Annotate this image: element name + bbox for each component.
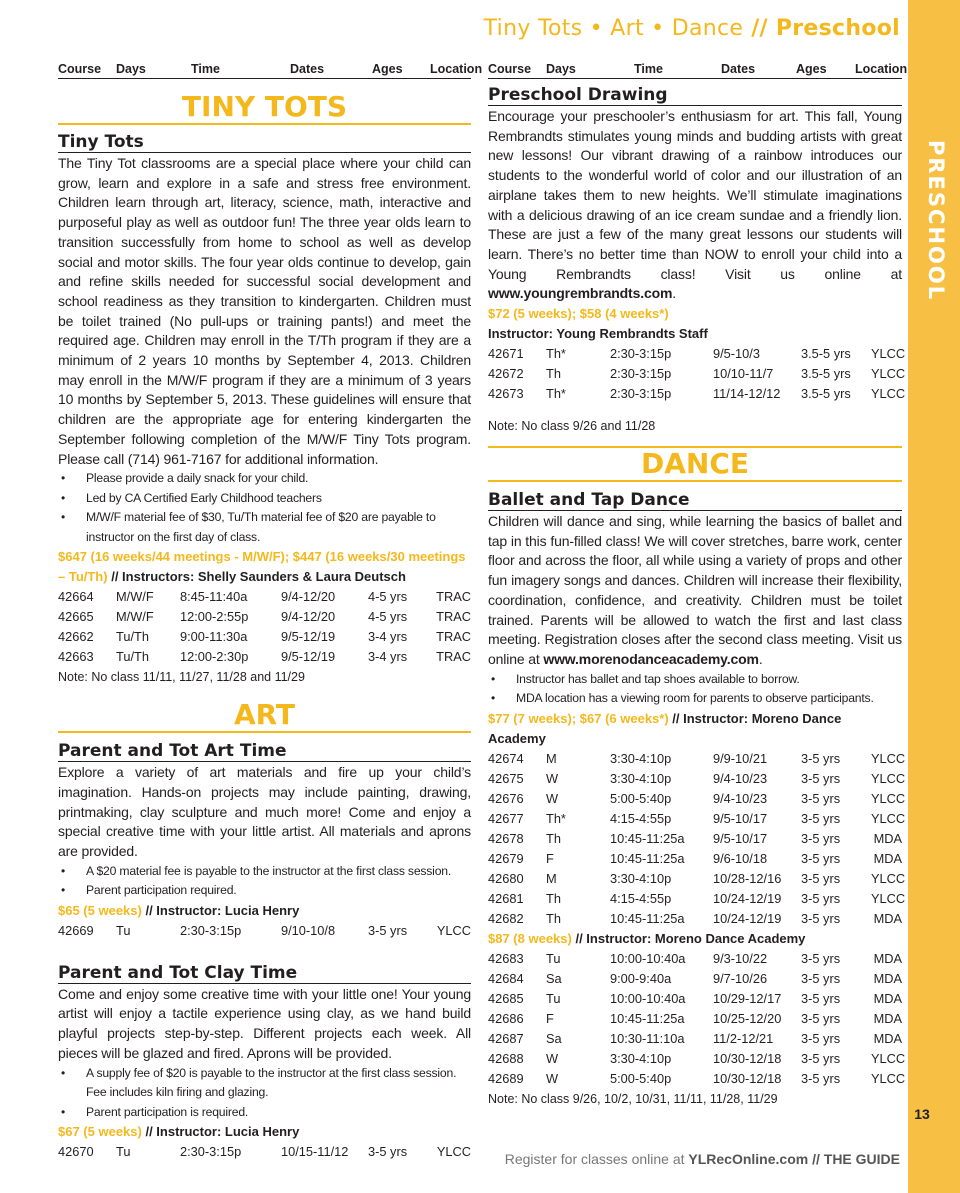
cell-dates: 9/4-10/23 [713,770,768,786]
cell-location: MDA [873,850,902,866]
cell-course-code: 42676 [488,790,524,806]
cell-course-code: 42679 [488,850,524,866]
course-description [488,512,902,670]
cell-days: M/W/F [116,589,154,605]
table-row [488,889,906,909]
cell-dates: 10/24-12/19 [713,890,782,906]
cell-location: TRAC [436,609,471,625]
cell-dates: 10/30-12/18 [713,1050,782,1066]
cell-ages: 3-4 yrs [368,629,408,645]
cell-location: MDA [873,910,902,926]
course-description [488,107,902,304]
cell-location: MDA [873,990,902,1006]
cell-time: 5:00-5:40p [610,1070,672,1086]
cell-time: 12:00-2:55p [180,609,249,625]
footer-sep: // [808,1151,824,1167]
bullet-item: • Led by CA Certified Early Childhood teachers [58,489,471,509]
cell-time: 9:00-11:30a [180,629,248,645]
cell-days: F [546,850,554,866]
course-title-art-time: Parent and Tot Art Time [58,741,471,762]
page-number: 13 [914,1106,930,1122]
page-header-title [484,16,900,41]
cell-dates: 10/28-12/16 [713,870,782,886]
table-row [488,829,902,849]
cell-time: 5:00-5:40p [610,790,672,806]
bullet-item: • A supply fee of $20 is payable to the instructor at the first class session. Fee includes kiln firing and glazing. [58,1064,471,1103]
table-row [488,344,906,364]
cell-location: YLCC [871,346,906,362]
bullet-list [58,1064,471,1123]
bullet-item: • Parent participation required. [58,881,471,901]
cell-time: 10:00-10:40a [610,990,686,1006]
cell-time: 10:45-11:25a [610,910,685,926]
table-row [488,809,906,829]
cell-location: YLCC [871,890,906,906]
cell-days: Th [546,890,561,906]
price-line [58,901,471,921]
cell-time: 12:00-2:30p [180,649,249,665]
cell-ages: 3-5 yrs [801,750,841,766]
column-header-days: Days [546,62,576,76]
table-row [488,969,902,989]
cell-days: Tu/Th [116,649,149,665]
cell-ages: 3-5 yrs [368,1144,408,1160]
description-end: . [758,650,763,667]
schedule-note: Note: No class 9/26 and 11/28 [488,419,656,434]
cell-dates: 10/10-11/7 [713,366,774,382]
cell-course-code: 42689 [488,1070,524,1086]
course-description: Explore a variety of art materials and fire up your child’s imagination. Hands-on projects may include painting, drawing, printmaking, clay sculpture and much more! Come and enjoy a special creative time with your little artist. All materials and aprons are provided. [58,764,471,860]
cell-location: YLCC [871,750,906,766]
bullet-item: • Parent participation is required. [58,1103,471,1123]
section-title-tiny-tots: TINY TOTS [58,91,471,125]
price-line [58,547,471,587]
cell-time: 4:15-4:55p [610,890,672,906]
cell-course-code: 42663 [58,649,94,665]
column-header-location: Location [430,62,483,76]
cell-days: Tu/Th [116,629,149,645]
bullet-item: • A $20 material fee is payable to the instructor at the first class session. [58,862,471,882]
schedule-table [488,949,906,1089]
description-end: . [672,285,677,302]
table-row [58,647,471,667]
cell-course-code: 42684 [488,970,524,986]
column-header-row [58,60,483,79]
cell-ages: 3-5 yrs [801,1030,841,1046]
cell-dates: 9/9-10/21 [713,750,768,766]
table-row [488,869,906,889]
cell-course-code: 42680 [488,870,524,886]
column-header-course: Course [488,62,532,76]
cell-time: 10:45-11:25a [610,830,685,846]
column-header-location: Location [855,62,908,76]
column-header-dates: Dates [290,62,325,76]
cell-days: Tu [116,1144,131,1160]
cell-course-code: 42683 [488,950,524,966]
table-row [58,1142,471,1162]
cell-days: Th [546,830,561,846]
cell-days: Tu [546,950,561,966]
table-row [488,949,902,969]
bullet-list [58,469,471,547]
price-line [58,1122,471,1142]
course-title-preschool-drawing: Preschool Drawing [488,85,902,106]
cell-ages: 3-5 yrs [801,830,841,846]
price-line [488,304,902,324]
cell-days: Th* [546,386,566,402]
column-header-dates: Dates [721,62,756,76]
table-row [488,1009,902,1029]
table-row [488,384,906,404]
cell-time: 10:45-11:25a [610,1010,685,1026]
table-row [488,989,902,1009]
cell-dates: 9/5-10/17 [713,830,768,846]
cell-days: Tu [116,922,131,938]
price-text: $87 (8 weeks) [488,930,572,946]
table-row [488,364,906,384]
cell-days: W [546,790,559,806]
cell-ages: 3-5 yrs [801,1050,841,1066]
cell-course-code: 42677 [488,810,524,826]
cell-location: MDA [873,950,902,966]
cell-days: W [546,1070,559,1086]
cell-days: Th [546,366,561,382]
cell-ages: 3-5 yrs [801,1010,841,1026]
instructor-line: Instructor: Young Rembrandts Staff [488,326,708,342]
cell-location: TRAC [436,649,471,665]
header-title-sep [743,16,900,41]
table-row [488,909,902,929]
cell-dates: 9/5-10/3 [713,346,760,362]
cell-location: YLCC [436,1144,471,1160]
price-text: $65 (5 weeks) [58,902,142,918]
table-row [488,1049,906,1069]
cell-dates: 10/24-12/19 [713,910,782,926]
cell-course-code: 42662 [58,629,94,645]
cell-course-code: 42675 [488,770,524,786]
cell-time: 2:30-3:15p [610,366,672,382]
cell-ages: 3-5 yrs [801,1070,841,1086]
cell-dates: 9/7-10/26 [713,970,768,986]
price-text: $72 (5 weeks); $58 (4 weeks*) [488,306,669,322]
cell-dates: 9/5-12/19 [281,649,336,665]
cell-location: MDA [873,830,902,846]
table-row [488,1069,906,1089]
cell-days: M [546,870,557,886]
course-description: The Tiny Tot classrooms are a special place where your child can grow, learn and explore in a safe and stress free environment. Children learn through art, literacy, science, math, interactive and purposeful play as well as outdoor fun! The three year olds learn to transition successfully from home to school as well as develop social and motor skills. The four year olds continue to develop, gain and refine skills needed for successful social development and school readiness as they transition to kindergarten. Children must be toilet trained (No pull-ups or training pants!) and meet the required age. Children may enroll in the T/Th program if they are a minimum of 2 years 10 months by September 4, 2013. Children may enroll in the M/W/F program if they are a minimum of 3 years 10 months by September 5, 2013. These guidelines will ensure that children are the appropriate age for entering kindergarten the September following completion of the M/W/F Tiny Tots program. Please call (714) 961-7167 for additional information. [58,155,471,467]
cell-location: TRAC [436,629,471,645]
column-header-row [488,60,908,79]
price-text: $647 (16 weeks/44 meetings - M/W/F); $447 (16 weeks/30 meetings – Tu/Th) [58,549,466,585]
cell-location: TRAC [436,589,471,605]
instructor-text: // Instructor: Lucia Henry [141,1124,300,1140]
column-header-ages: Ages [796,62,827,76]
cell-location: YLCC [871,1050,906,1066]
cell-location: YLCC [871,770,906,786]
section-title-dance: DANCE [488,446,902,482]
cell-ages: 3-5 yrs [801,810,841,826]
cell-ages: 3.5-5 yrs [801,346,851,362]
cell-time: 10:45-11:25a [610,850,685,866]
bullet-item: • Please provide a daily snack for your child. [58,469,471,489]
cell-dates: 9/5-10/17 [713,810,768,826]
cell-ages: 3-5 yrs [801,790,841,806]
description-text: Children will dance and sing, while learning the basics of ballet and tap in this fun-filled class! We will cover stretches, barre work, center floor and across the floor, all while using a variety of props and other fun imagery songs and dances. Children will increase their flexibility, coordination, confidence, and creativity. Children must be toilet trained. Parents will be allowed to watch the first and last class meeting. Registration closes after the second class meeting. Visit us online at [488,513,902,667]
column-header-ages: Ages [372,62,403,76]
cell-time: 10:00-10:40a [610,950,686,966]
cell-course-code: 42672 [488,366,524,382]
cell-ages: 3-5 yrs [801,910,841,926]
header-title-bold: Preschool [775,16,900,41]
cell-dates: 9/10-10/8 [281,922,336,938]
cell-location: YLCC [436,922,471,938]
cell-time: 3:30-4:10p [610,750,672,766]
bullet-list [58,862,471,901]
cell-dates: 10/15-11/12 [281,1144,349,1160]
course-title-tiny-tots: Tiny Tots [58,132,471,153]
cell-location: MDA [873,1030,902,1046]
footer-site-link[interactable]: YLRecOnline.com [688,1151,809,1167]
bullet-item: • M/W/F material fee of $30, Tu/Th material fee of $20 are payable to instructor on the first day of class. [58,508,471,547]
cell-ages: 3-5 yrs [801,890,841,906]
column-header-days: Days [116,62,146,76]
instructor-text: // Instructor: Moreno Dance Academy [571,930,806,946]
description-text: Encourage your preschooler’s enthusiasm for art. This fall, Young Rembrandts stimulates young minds and budding artists with great new lessons! Our vibrant drawing of a rainbow introduces our students to the wonderful world of color and our illustration of an airplane takes them to new heights. We’ll stimulate imaginations with a delicious drawing of an ice cream sundae and a friendly lion. These are just a few of the many great lessons our students will learn. There’s no better time than NOW to enroll your child into a Young Rembrandts class! Visit us online at [488,108,902,282]
cell-course-code: 42686 [488,1010,524,1026]
cell-course-code: 42671 [488,346,524,362]
column-header-time: Time [191,62,220,76]
cell-days: Sa [546,1030,562,1046]
cell-days: F [546,1010,554,1026]
cell-time: 9:00-9:40a [610,970,672,986]
cell-ages: 4-5 yrs [368,609,408,625]
schedule-note: Note: No class 11/11, 11/27, 11/28 and 11/29 [58,670,305,685]
cell-course-code: 42685 [488,990,524,1006]
cell-location: MDA [873,1010,902,1026]
cell-dates: 9/5-12/19 [281,629,336,645]
cell-location: YLCC [871,366,906,382]
cell-course-code: 42665 [58,609,94,625]
cell-dates: 10/30-12/18 [713,1070,782,1086]
cell-ages: 3-5 yrs [801,850,841,866]
cell-time: 2:30-3:15p [610,386,672,402]
schedule-note: Note: No class 9/26, 10/2, 10/31, 11/11, 11/28, 11/29 [488,1091,778,1106]
right-column [488,60,908,1109]
cell-time: 2:30-3:15p [180,922,242,938]
cell-time: 10:30-11:10a [610,1030,685,1046]
instructor-text: // Instructors: Shelly Saunders & Laura Deutsch [107,569,406,585]
bullet-item: • MDA location has a viewing room for parents to observe participants. [488,689,902,709]
website-link[interactable]: www.morenodanceacademy.com [543,650,759,667]
instructor-text: // Instructor: Moreno Dance Academy [488,710,842,746]
schedule-table [488,749,906,929]
footer-text: Register for classes online at [504,1151,689,1167]
cell-ages: 3-5 yrs [801,770,841,786]
cell-ages: 3-5 yrs [801,970,841,986]
price-text: $77 (7 weeks); $67 (6 weeks*) [488,710,669,726]
cell-course-code: 42688 [488,1050,524,1066]
cell-dates: 9/4-12/20 [281,589,336,605]
cell-time: 3:30-4:10p [610,1050,672,1066]
table-row [58,627,471,647]
cell-location: YLCC [871,810,906,826]
cell-time: 3:30-4:10p [610,770,672,786]
cell-dates: 10/25-12/20 [713,1010,782,1026]
cell-days: M [546,750,557,766]
bullet-item: • Instructor has ballet and tap shoes available to borrow. [488,670,902,690]
cell-days: Sa [546,970,562,986]
cell-days: W [546,1050,559,1066]
cell-course-code: 42681 [488,890,524,906]
cell-time: 2:30-3:15p [180,1144,242,1160]
table-row [488,769,906,789]
schedule-table [488,344,906,404]
cell-location: YLCC [871,1070,906,1086]
price-line [488,929,902,949]
instructor-text: // Instructor: Lucia Henry [141,902,300,918]
cell-days: M/W/F [116,609,154,625]
website-link[interactable]: www.youngrembrandts.com [488,285,673,302]
side-tab-label: PRESCHOOL [924,140,948,302]
cell-ages: 3-5 yrs [368,922,408,938]
cell-time: 3:30-4:10p [610,870,672,886]
cell-course-code: 42664 [58,589,94,605]
cell-ages: 3.5-5 yrs [801,386,851,402]
header-title-main: Tiny Tots • Art • Dance [483,16,744,41]
schedule-table [58,1142,471,1162]
cell-location: YLCC [871,870,906,886]
table-row [58,607,471,627]
course-description: Come and enjoy some creative time with your little one! Your young artist will enjoy a tactile experience using clay, as we hand build playful projects step-by-step. Different projects each week. All pieces will be glazed and fired. Aprons will be provided. [58,985,471,1061]
cell-location: YLCC [871,790,906,806]
cell-dates: 11/2-12/21 [713,1030,774,1046]
section-title-art: ART [58,699,471,733]
schedule-table [58,587,471,667]
column-header-time: Time [634,62,663,76]
cell-days: Th* [546,810,566,826]
column-header-course: Course [58,62,102,76]
cell-time: 2:30-3:15p [610,346,672,362]
left-column [58,60,483,1162]
table-row [488,849,902,869]
table-row [58,587,471,607]
cell-dates: 9/6-10/18 [713,850,768,866]
footer-guide: THE GUIDE [823,1151,900,1167]
cell-course-code: 42673 [488,386,524,402]
cell-course-code: 42682 [488,910,524,926]
cell-ages: 3-5 yrs [801,950,841,966]
page-footer [505,1151,900,1167]
cell-dates: 9/4-10/23 [713,790,768,806]
cell-course-code: 42670 [58,1144,94,1160]
cell-course-code: 42669 [58,922,94,938]
cell-location: YLCC [871,386,906,402]
course-title-clay-time: Parent and Tot Clay Time [58,963,471,984]
price-line [488,709,902,749]
price-text: $67 (5 weeks) [58,1124,142,1140]
cell-course-code: 42674 [488,750,524,766]
cell-days: Th* [546,346,566,362]
cell-dates: 10/29-12/17 [713,990,782,1006]
cell-course-code: 42678 [488,830,524,846]
cell-days: Th [546,910,561,926]
table-row [488,749,906,769]
cell-dates: 11/14-12/12 [713,386,781,402]
bullet-list [488,670,902,709]
cell-ages: 3-5 yrs [801,870,841,886]
cell-dates: 9/4-12/20 [281,609,336,625]
header-sep-text: // [743,16,776,41]
course-title-ballet-tap: Ballet and Tap Dance [488,490,902,511]
cell-time: 8:45-11:40a [180,589,248,605]
cell-days: Tu [546,990,561,1006]
cell-ages: 3-5 yrs [801,990,841,1006]
cell-ages: 4-5 yrs [368,589,408,605]
cell-ages: 3.5-5 yrs [801,366,851,382]
table-row [488,789,906,809]
cell-location: MDA [873,970,902,986]
table-row [488,1029,902,1049]
cell-days: W [546,770,559,786]
table-row [58,921,471,941]
cell-course-code: 42687 [488,1030,524,1046]
schedule-table [58,921,471,941]
cell-dates: 9/3-10/22 [713,950,768,966]
cell-time: 4:15-4:55p [610,810,672,826]
cell-ages: 3-4 yrs [368,649,408,665]
